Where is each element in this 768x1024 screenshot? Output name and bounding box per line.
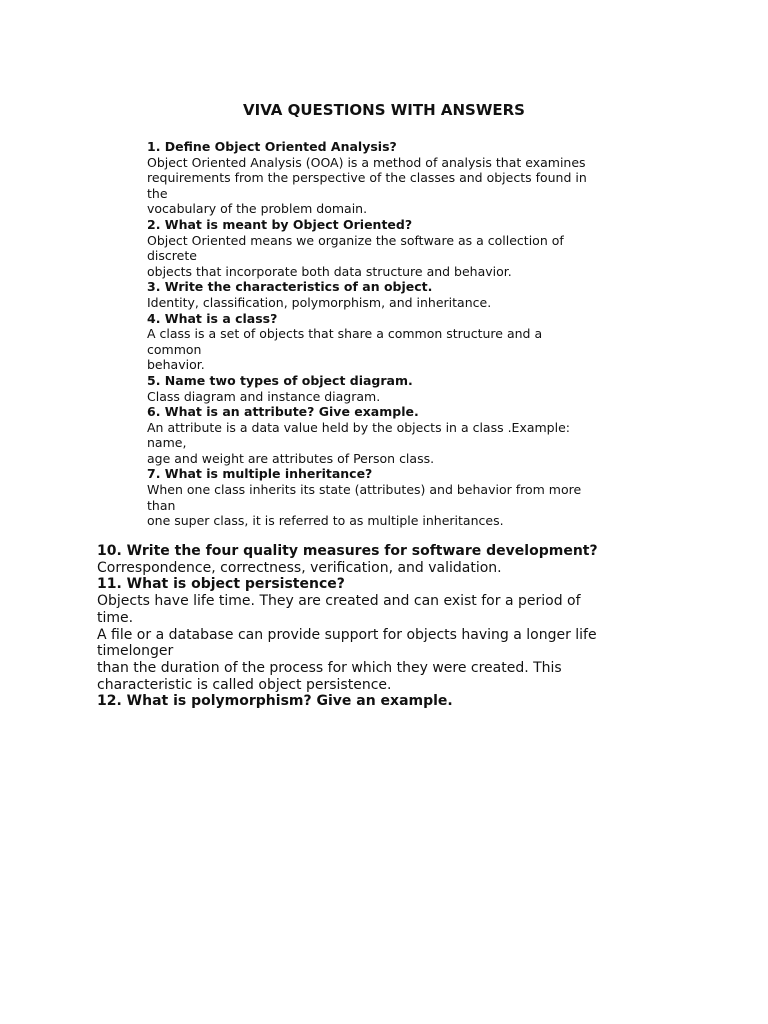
answer-line: discrete — [147, 248, 197, 264]
answer-line: the — [147, 185, 168, 201]
answer-line: Objects have life time. They are created and can exist for a period of — [97, 593, 581, 610]
question-line: 7. What is multiple inheritance? — [147, 466, 373, 482]
question-line: 6. What is an attribute? Give example. — [147, 404, 419, 420]
answer-line: A file or a database can provide support for objects having a longer life — [97, 626, 597, 643]
answer-line: age and weight are attributes of Person class. — [147, 450, 435, 466]
question-line: 4. What is a class? — [147, 310, 278, 326]
answer-line: Class diagram and instance diagram. — [147, 388, 381, 404]
answer-line: characteristic is called object persistence. — [97, 676, 392, 693]
answer-line: than — [147, 497, 176, 513]
answer-line: one super class, it is referred to as multiple inheritances. — [147, 513, 504, 529]
cropped-text-fragment — [260, 538, 272, 542]
qa-section-small — [147, 139, 617, 529]
answer-line: timelonger — [97, 643, 174, 660]
answer-line: name, — [147, 435, 187, 451]
answer-line: Correspondence, correctness, verification, and validation. — [97, 559, 502, 576]
question-line: 1. Define Object Oriented Analysis? — [147, 139, 397, 154]
question-line: 10. Write the four quality measures for software development? — [97, 543, 598, 559]
question-line: 5. Name two types of object diagram. — [147, 372, 413, 388]
answer-line: time. — [97, 609, 134, 626]
page-title: VIVA QUESTIONS WITH ANSWERS — [243, 101, 525, 119]
answer-line: requirements from the perspective of the classes and objects found in — [147, 170, 587, 186]
answer-line: vocabulary of the problem domain. — [147, 201, 368, 217]
qa-section-large — [97, 543, 617, 710]
question-line: 12. What is polymorphism? Give an example. — [97, 693, 453, 710]
question-line: 3. Write the characteristics of an object. — [147, 279, 433, 295]
answer-line: When one class inherits its state (attributes) and behavior from more — [147, 482, 582, 498]
question-line: 11. What is object persistence? — [97, 576, 345, 593]
answer-line: Object Oriented means we organize the software as a collection of — [147, 232, 564, 248]
answer-line: Object Oriented Analysis (OOA) is a method of analysis that examines — [147, 154, 586, 170]
answer-line: than the duration of the process for which they were created. This — [97, 659, 562, 676]
question-line: 2. What is meant by Object Oriented? — [147, 216, 413, 232]
answer-line: An attribute is a data value held by the objects in a class .Example: — [147, 419, 570, 435]
answer-line: behavior. — [147, 357, 205, 373]
answer-line: Identity, classification, polymorphism, and inheritance. — [147, 294, 492, 310]
answer-line: objects that incorporate both data structure and behavior. — [147, 263, 512, 279]
answer-line: common — [147, 341, 202, 357]
answer-line: A class is a set of objects that share a common structure and a — [147, 326, 543, 342]
